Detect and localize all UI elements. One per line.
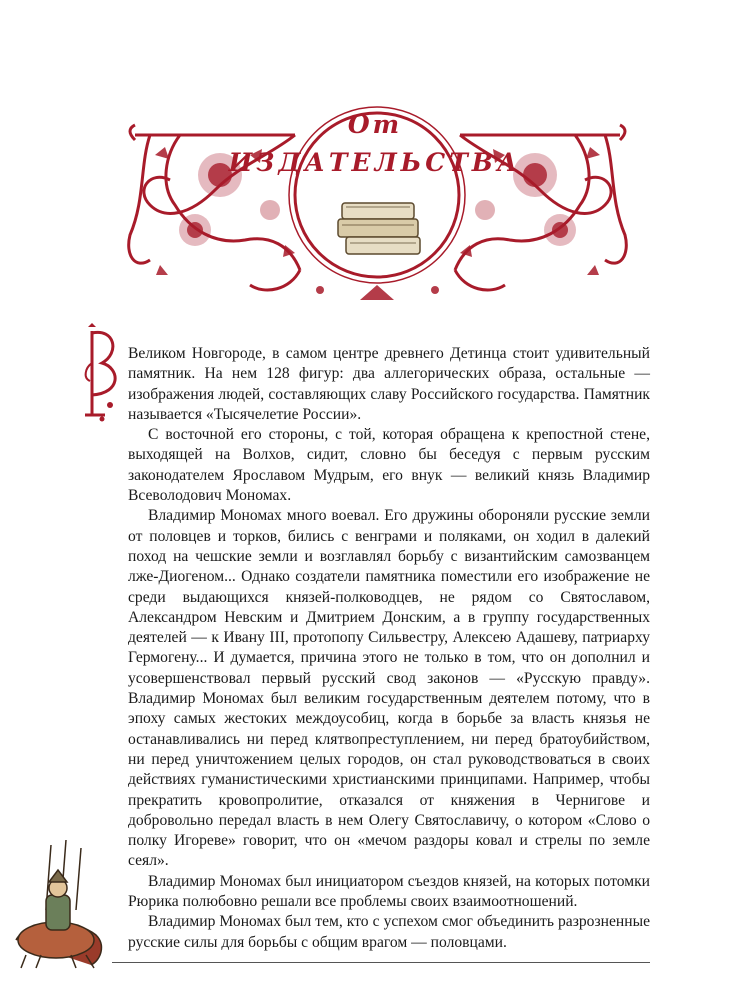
page-title-line-1: От	[347, 110, 403, 139]
stack-of-books-icon	[338, 203, 420, 254]
horseman-warriors-illustration	[6, 840, 126, 970]
ornamental-dropcap	[80, 323, 130, 423]
article-body	[128, 344, 650, 953]
bottom-divider	[112, 962, 650, 963]
paragraph: Великом Новгороде, в самом центре древнего Детинца стоит удивительный памятник. На нем 128 фигур: два аллегорических образа, остальные — изображения людей, составляющих славу Российского государства. Памятник называется «Тысячелетие России».	[128, 345, 650, 423]
page-title-line-2: ИЗДАТЕЛЬСТВА	[228, 148, 522, 177]
paragraph: Владимир Мономах был тем, кто с успехом смог объединить разрозненные русские силы для борьбы с общим врагом — половцами.	[128, 913, 650, 951]
paragraph: Владимир Мономах много воевал. Его дружины обороняли русские земли от половцев и торков, бились с венграми и поляками, он ходил в далекий поход на чешские земли и возглавлял борьбу с византийским самозванцем лже-Диогеном... Однако создатели памятника поместили его изображение не среди выдающихся князей-полководцев, не рядом со Святославом, Александром Невским и Дмитрием Донским, а в группу государственных деятелей — к Ивану III, протопопу Сильвестру, Алексею Адашеву, патриарху Гермогену... И думается, причина этого не только в том, что он дополнил и усовершенствовал первый русский свод законов — «Русскую правду». Владимир Мономах был великим государственным деятелем потому, что в эпоху самых жестоких междоусобиц, когда в борьбе за власть князья не останавливались ни перед клятвопреступлением, ни перед братоубийством, ни перед уничтожением целых городов, он стал руководствоваться в своих действиях гуманистическими христианскими принципами. Например, чтобы прекратить кровопролитие, отказался от княжения в Чернигове и добровольно передал власть в нем Олегу Святославичу, о котором «Слово о полку Игореве» говорит, что он «мечом раздоры ковал и стрелы по земле сеял».	[128, 507, 650, 870]
paragraph: Владимир Мономах был инициатором съездов князей, на которых потомки Рюрика полюбовно решали все проблемы своих взаимоотношений.	[128, 872, 650, 911]
paragraph: С восточной его стороны, с той, которая обращена к крепостной стене, выходящей на Волхов, сидит, словно бы беседуя с первым русским законодателем Ярославом Мудрым, его внук — великий князь Владимир Всеволодович Мономах.	[128, 426, 650, 505]
